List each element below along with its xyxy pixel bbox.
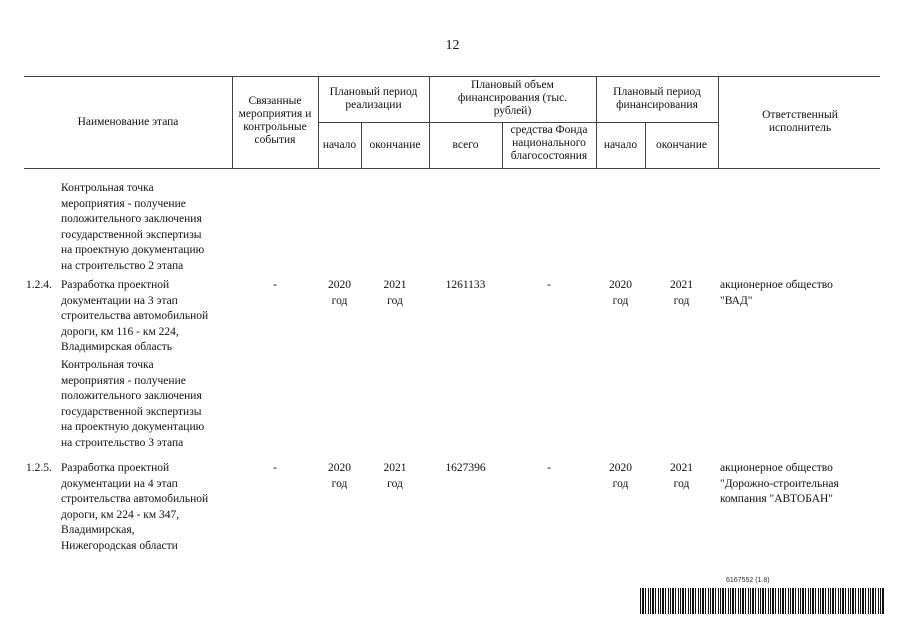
year-value: 2021 [383,462,407,474]
stage-name-line: дороги, км 224 - км 347, [61,508,180,521]
year-unit: год [331,477,348,490]
row-linked: - [273,462,277,474]
col-divider [596,76,597,168]
year-unit: год [612,477,629,490]
row-fin-start [596,278,645,309]
row-linked: - [273,279,277,291]
control-point-line: Контрольная точка [61,359,154,371]
row-fin-fund: - [547,279,551,291]
year-value: 2021 [670,462,693,474]
header-impl-period: Плановый период реализации [329,86,418,111]
header-fin-end: окончание [656,139,707,151]
year-unit: год [387,294,403,307]
header-fin-fund: средства Фонда национального благосостояния [510,124,588,162]
executor-line: компания "АВТОБАН" [720,493,833,505]
header-fin-period: Плановый период финансирования [613,86,701,111]
page-number: 12 [445,38,460,53]
control-point-line: на проектную документацию [61,421,205,433]
header-linked-events: Связанные мероприятия и контрольные события [238,95,312,146]
year-value: 2021 [383,279,407,291]
control-point-line: положительного заключения [61,390,202,402]
stage-name-line: дороги, км 116 - км 224, [61,325,179,338]
header-impl-start: начало [322,139,357,151]
row-fin-end [645,461,718,492]
year-value: 2020 [609,279,632,291]
row-impl-end [361,461,429,492]
row-impl-end [361,278,429,309]
table-top-border [24,76,880,77]
stage-name-line: документации на 3 этап [61,294,178,307]
row-fin-end [645,278,718,309]
year-value: 2020 [328,462,351,474]
header-fin-volume: Плановый объем финансирования (тыс. рублей) [457,79,568,117]
row-fin-total: 1261133 [445,279,486,291]
executor-line: акционерное общество [720,462,833,474]
year-unit: год [387,477,403,490]
header-stage-name: Наименование этапа [77,116,179,128]
header-fin-start: начало [603,139,638,151]
year-unit: год [331,294,348,307]
row-executor [720,461,839,508]
col-divider [718,76,719,168]
row-fin-total: 1627396 [445,462,486,474]
stage-name-line: Разработка проектной [61,279,170,291]
year-value: 2020 [609,462,632,474]
row-number: 1.2.4. [26,279,52,291]
fin-period-divider [596,122,718,123]
row-number: 1.2.5. [26,462,52,474]
control-point-line: мероприятия - получение [61,197,186,210]
control-point-line: государственной экспертизы [61,228,202,241]
control-point-line: на строительство 3 этапа [61,436,184,449]
stage-name-line: Владимирская область [61,341,173,353]
row-executor [720,278,833,309]
impl-period-divider [318,122,429,123]
row-impl-start [318,461,361,492]
stage-name-line: Разработка проектной [61,462,170,474]
year-value: 2020 [328,279,351,291]
control-point-line: мероприятия - получение [61,374,186,387]
control-point-line: Контрольная точка [61,182,154,194]
control-point-line: на проектную документацию [61,244,205,256]
executor-line: "ВАД" [720,294,753,307]
year-unit: год [673,294,690,307]
control-point [61,358,204,451]
year-unit: год [673,477,690,490]
year-value: 2021 [670,279,693,291]
row-impl-start [318,278,361,309]
row-fin-fund: - [547,462,551,474]
header-bottom-border [24,168,880,169]
header-executor: Ответственный исполнитель [762,109,838,134]
row-stage-name [61,461,208,554]
row-stage-name [61,278,208,356]
control-point-line: на строительство 2 этапа [61,259,184,272]
header-impl-end: окончание [369,139,421,151]
row-fin-start [596,461,645,492]
control-point-line: положительного заключения [61,213,202,225]
fin-volume-divider [429,122,596,123]
stage-name-line: Владимирская, [61,524,135,536]
control-point [61,181,204,274]
stage-name-line: строительства автомобильной [61,310,209,322]
header-fin-total: всего [452,139,479,151]
stage-name-line: Нижегородская области [61,539,178,552]
stage-name-line: строительства автомобильной [61,493,209,505]
stage-name-line: документации на 4 этап [61,477,178,490]
col-divider [429,76,430,168]
barcode [640,588,885,614]
year-unit: год [612,294,629,307]
barcode-label: 6167552 (1.8) [726,577,770,584]
control-point-line: государственной экспертизы [61,405,202,418]
executor-line: акционерное общество [720,279,833,291]
executor-line: "Дорожно-строительная [720,477,839,490]
